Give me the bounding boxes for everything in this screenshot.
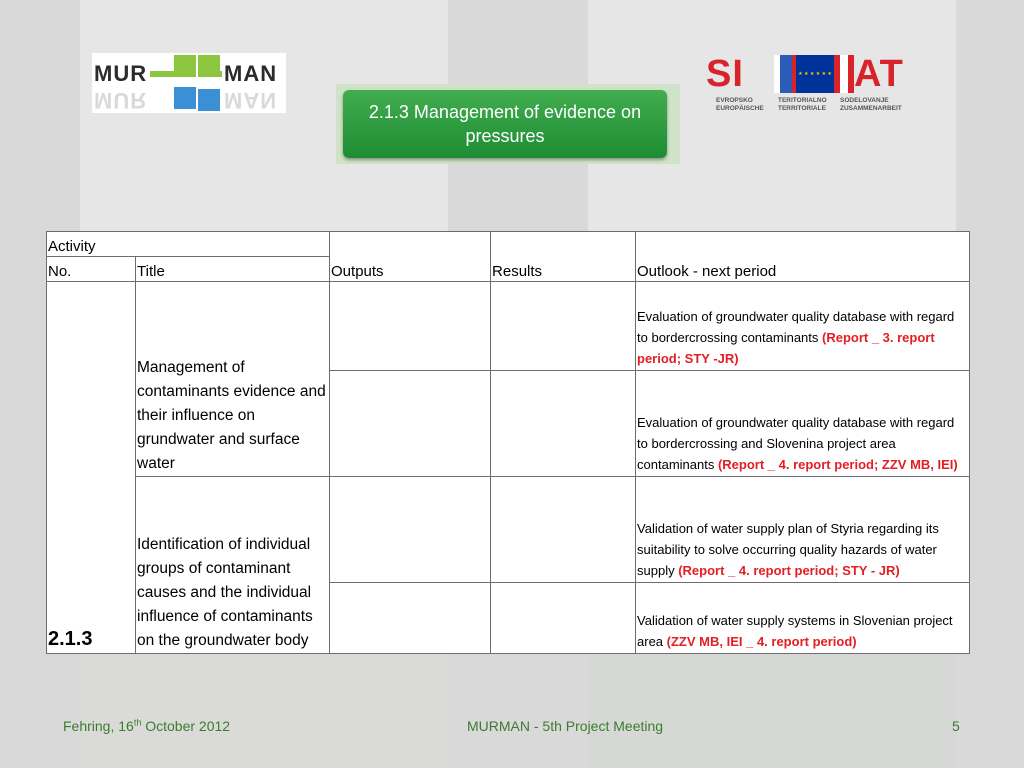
slide-title	[343, 90, 667, 158]
results-cell	[491, 477, 636, 583]
outlook-cell: Evaluation of groundwater quality database with regard to bordercrossing contaminants (Report _ 3. report period; STY -JR)	[636, 282, 970, 371]
outputs-cell	[330, 477, 491, 583]
results-cell	[491, 282, 636, 371]
siat-programme-logo	[706, 53, 928, 115]
logo-caption: EVROPSKO EUROPÄISCHE	[716, 97, 764, 112]
activity-table	[46, 231, 970, 654]
logo-word-left: MUR	[94, 61, 148, 86]
activity-title: Identification of individual groups of contaminant causes and the individual influence of contaminants on the groundwater body	[136, 477, 330, 654]
results-cell	[491, 371, 636, 477]
activity-title: Management of contaminants evidence and their influence on grundwater and surface water	[136, 282, 330, 477]
logo-si-text: SI	[706, 53, 744, 95]
outlook-highlight: (Report _ 4. report period; STY - JR)	[678, 563, 900, 578]
eu-stars-icon: ★ ★ ★ ★ ★ ★	[798, 71, 832, 77]
outlook-cell: Evaluation of groundwater quality database with regard to bordercrossing and Slovenina project area contaminants (Report _ 4. report period; ZZV MB, IEI)	[636, 371, 970, 477]
outlook-highlight: (Report _ 3. report period; STY -JR)	[637, 330, 935, 366]
results-cell	[491, 583, 636, 654]
outputs-cell	[330, 583, 491, 654]
footer-meeting: MURMAN - 5th Project Meeting	[467, 718, 664, 734]
logo-caption: SODELOVANJE ZUSAMMENARBEIT	[840, 97, 902, 112]
header-no: No.	[47, 257, 136, 282]
logo-green-bar	[150, 71, 174, 77]
outputs-cell	[330, 282, 491, 371]
table-header-row	[47, 232, 970, 257]
table-row	[47, 477, 970, 583]
table-row	[47, 282, 970, 371]
logo-blue-square	[198, 89, 220, 111]
eu-flag-icon	[774, 55, 854, 93]
logo-reflection-right: MAN	[224, 88, 278, 113]
header-title: Title	[136, 257, 330, 282]
logo-reflection-left: MUR	[94, 88, 148, 113]
outlook-highlight: (Report _ 4. report period; ZZV MB, IEI)	[717, 457, 958, 472]
slide-title-line1: 2.1.3 Management of evidence on	[368, 102, 642, 122]
outlook-highlight: (ZZV MB, IEI _ 4. report period)	[666, 634, 857, 649]
outlook-cell: Validation of water supply systems in Slovenian project area (ZZV MB, IEI _ 4. report period)	[636, 583, 970, 654]
logo-word-right: MAN	[224, 61, 278, 86]
logo-blue-square	[174, 87, 196, 109]
logo-green-square	[174, 55, 196, 77]
header-results: Results	[491, 232, 636, 282]
activity-number: 2.1.3	[47, 282, 136, 654]
slide-title-line2: pressures	[465, 126, 545, 146]
outputs-cell	[330, 371, 491, 477]
logo-green-bar	[198, 71, 222, 77]
outlook-cell: Validation of water supply plan of Styria regarding its suitability to solve occurring quality hazards of water supply (Report _ 4. report period; STY - JR)	[636, 477, 970, 583]
murman-logo	[92, 53, 286, 113]
header-outlook: Outlook - next period	[636, 232, 970, 282]
header-activity: Activity	[47, 232, 330, 257]
footer-date: Fehring, 16th October 2012	[63, 717, 231, 734]
header-outputs: Outputs	[330, 232, 491, 282]
logo-caption: TERITORIALNO TERRITORIALE	[778, 97, 827, 112]
slide-number: 5	[952, 718, 960, 734]
logo-at-text: AT	[854, 53, 904, 95]
